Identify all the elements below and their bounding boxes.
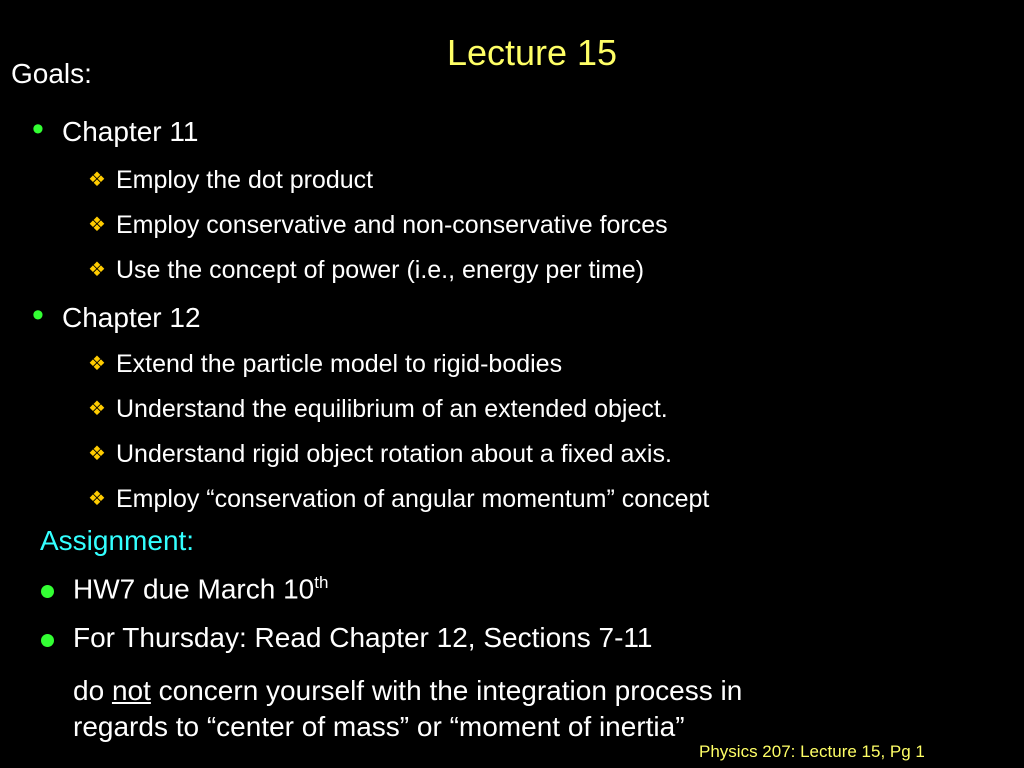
chapter-12-item bbox=[32, 296, 201, 334]
chapter-11-goal-3: ❖ Use the concept of power (i.e., energy per time) bbox=[88, 256, 645, 284]
homework-text: HW7 due March 10 bbox=[73, 573, 315, 605]
chapter-11-goal-1: ❖ Employ the dot product bbox=[88, 166, 374, 194]
slide-footer: Physics 207: Lecture 15, Pg 1 bbox=[699, 742, 925, 761]
chapter-11-item bbox=[32, 110, 199, 148]
homework-item bbox=[73, 573, 328, 605]
diamond-bullet-icon: ❖ bbox=[88, 259, 106, 281]
homework-superscript: th bbox=[314, 573, 329, 592]
chapter-12-goal-4: ❖ Employ “conservation of angular momentum” concept bbox=[88, 485, 710, 513]
diamond-bullet-icon: ❖ bbox=[88, 169, 106, 191]
round-bullet-icon: • bbox=[32, 296, 44, 334]
reading-item bbox=[73, 622, 653, 654]
chapter-12-goal-3: ❖ Understand rigid object rotation about a fixed axis. bbox=[88, 440, 672, 468]
chapter-11-label: Chapter 11 bbox=[62, 116, 199, 147]
chapter-12-label: Chapter 12 bbox=[62, 302, 201, 333]
chapter-11-goal-2: ❖ Employ conservative and non-conservative forces bbox=[88, 211, 668, 239]
filled-circle-bullet-icon bbox=[41, 585, 54, 598]
diamond-bullet-icon: ❖ bbox=[88, 488, 106, 510]
reading-note: do not concern yourself with the integration process in regards to “center of mass” or “moment of inertia” bbox=[73, 675, 743, 742]
emphasis-not: not bbox=[111, 675, 151, 706]
chapter-12-goal-1: ❖ Extend the particle model to rigid-bodies bbox=[88, 350, 563, 378]
goals-label: Goals: bbox=[11, 58, 92, 89]
reading-text: For Thursday: Read Chapter 12, Sections 7-11 bbox=[73, 622, 653, 653]
chapter-12-goal-2: ❖ Understand the equilibrium of an extended object. bbox=[88, 395, 668, 423]
slide-title: Lecture 15 bbox=[446, 32, 618, 73]
diamond-bullet-icon: ❖ bbox=[88, 443, 106, 465]
filled-circle-bullet-icon bbox=[41, 634, 54, 647]
diamond-bullet-icon: ❖ bbox=[88, 398, 106, 420]
assignment-heading: Assignment: bbox=[40, 525, 195, 556]
diamond-bullet-icon: ❖ bbox=[88, 353, 106, 375]
diamond-bullet-icon: ❖ bbox=[88, 214, 106, 236]
round-bullet-icon: • bbox=[32, 110, 44, 148]
